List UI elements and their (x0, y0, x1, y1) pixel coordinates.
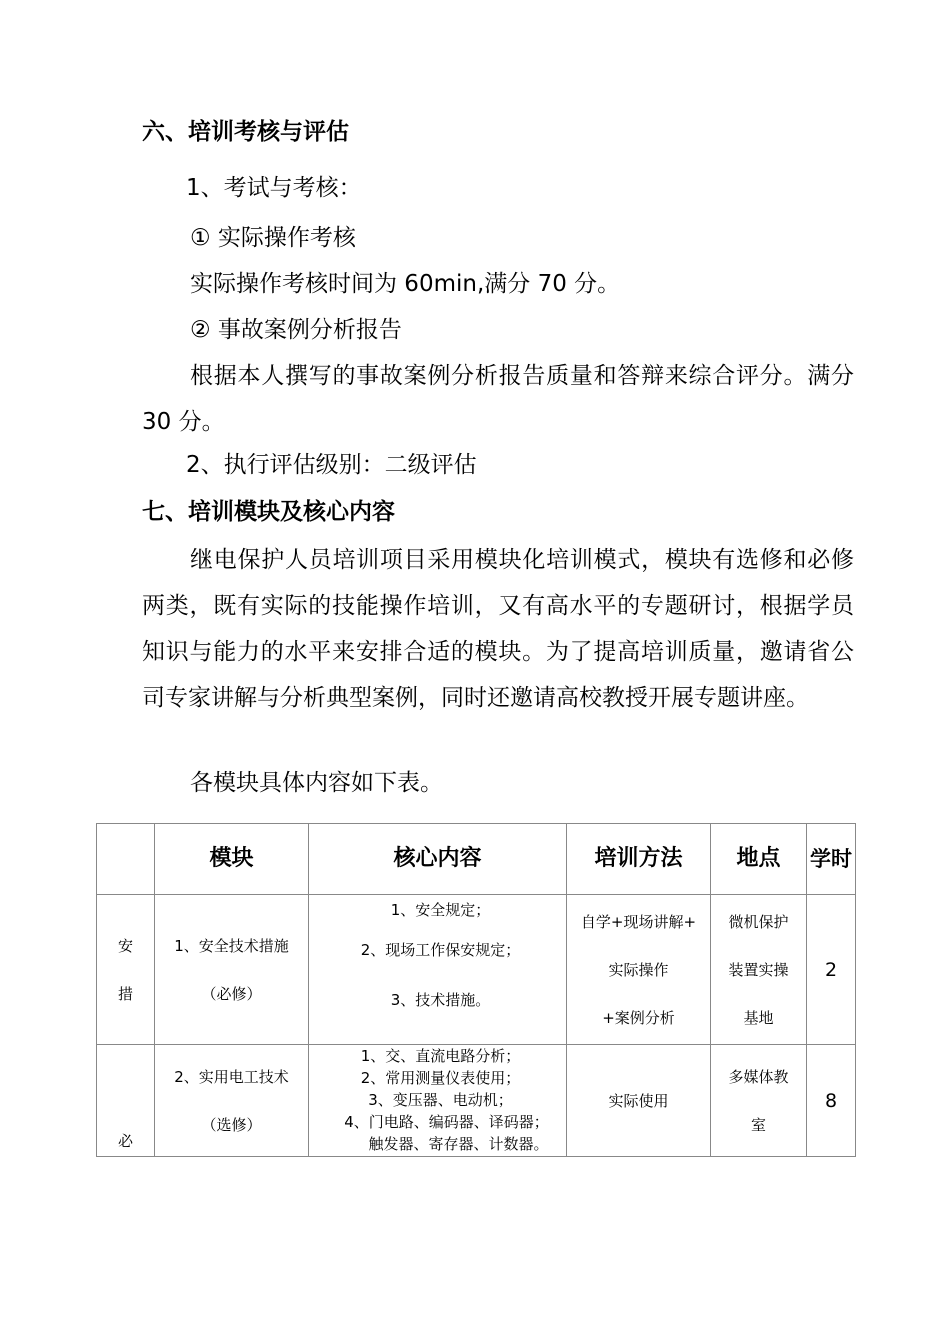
content-line: 触发器、寄存器、计数器。 (368, 1135, 549, 1153)
content-line: 3、变压器、电动机； (368, 1091, 513, 1109)
category-cell (97, 895, 155, 1045)
category-char: 必 (117, 1132, 133, 1150)
location-line: 基地 (743, 1008, 774, 1027)
method-line: 实际使用 (608, 1092, 669, 1110)
section6-sub2-text: 根据本人撰写的事故案例分析报告质量和答辩来综合评分。满分 30 分。 (142, 363, 854, 435)
module-table (96, 823, 856, 1157)
content-line: 1、交、直流电路分析； (360, 1047, 521, 1065)
header-content: 核心内容 (309, 824, 567, 895)
section7-paragraph: 继电保护人员培训项目采用模块化培训模式，模块有选修和必修两类，既有实际的技能操作培训，又有高水平的专题研讨，根据学员知识与能力的水平来安排合适的模块。为了提高培训质量，邀请省公司专家讲解与分析典型案例，同时还邀请高校教授开展专题讲座。 (142, 547, 854, 711)
module-type: （必修） (201, 984, 262, 1003)
table-row (97, 1045, 856, 1157)
header-module: 模块 (155, 824, 309, 895)
section7-heading: 七、培训模块及核心内容 (142, 499, 395, 525)
module-type: （选修） (201, 1116, 262, 1134)
location-cell (711, 1045, 807, 1157)
section6-heading: 六、培训考核与评估 (142, 119, 349, 145)
module-name: 1、安全技术措施 (174, 936, 289, 955)
module-cell (155, 895, 309, 1045)
method-line: 实际操作 (608, 960, 669, 979)
module-name: 2、实用电工技术 (174, 1068, 289, 1086)
header-category (97, 824, 155, 895)
location-line: 室 (750, 1115, 766, 1134)
content-line: 3、技术措施。 (390, 991, 491, 1009)
table-header-row (97, 824, 856, 895)
header-method: 培训方法 (567, 824, 711, 895)
content-cell (309, 895, 567, 1045)
section6-sub2-title: ② 事故案例分析报告 (190, 317, 402, 343)
section6-item2: 2、执行评估级别：二级评估 (186, 452, 477, 478)
content-cell (309, 1045, 567, 1157)
content-line: 4、门电路、编码器、译码器； (344, 1113, 549, 1131)
location-cell (711, 895, 807, 1045)
category-char: 措 (117, 984, 133, 1003)
location-line: 微机保护 (728, 912, 789, 931)
method-cell (567, 895, 711, 1045)
location-line: 装置实操 (728, 960, 789, 979)
header-location: 地点 (711, 824, 807, 895)
hours-cell: 8 (807, 1045, 856, 1157)
method-line: 自学+现场讲解+ (580, 912, 697, 931)
category-char: 安 (117, 936, 133, 955)
content-line: 1、安全规定； (390, 901, 491, 919)
content-line: 2、常用测量仪表使用； (360, 1069, 521, 1087)
module-cell (155, 1045, 309, 1157)
header-hours: 学时 (807, 824, 856, 895)
content-line: 2、现场工作保安规定； (360, 941, 521, 959)
method-cell (567, 1045, 711, 1157)
section7-table-intro: 各模块具体内容如下表。 (190, 770, 443, 796)
hours-cell: 2 (807, 895, 856, 1045)
section6-sub1-text: 实际操作考核时间为 60min,满分 70 分。 (190, 271, 621, 297)
table-row (97, 895, 856, 1045)
category-cell (97, 1045, 155, 1157)
location-line: 多媒体教 (728, 1067, 789, 1086)
method-line: +案例分析 (602, 1008, 675, 1027)
section6-item1: 1、考试与考核： (186, 175, 362, 201)
section6-sub1-title: ① 实际操作考核 (190, 225, 356, 251)
